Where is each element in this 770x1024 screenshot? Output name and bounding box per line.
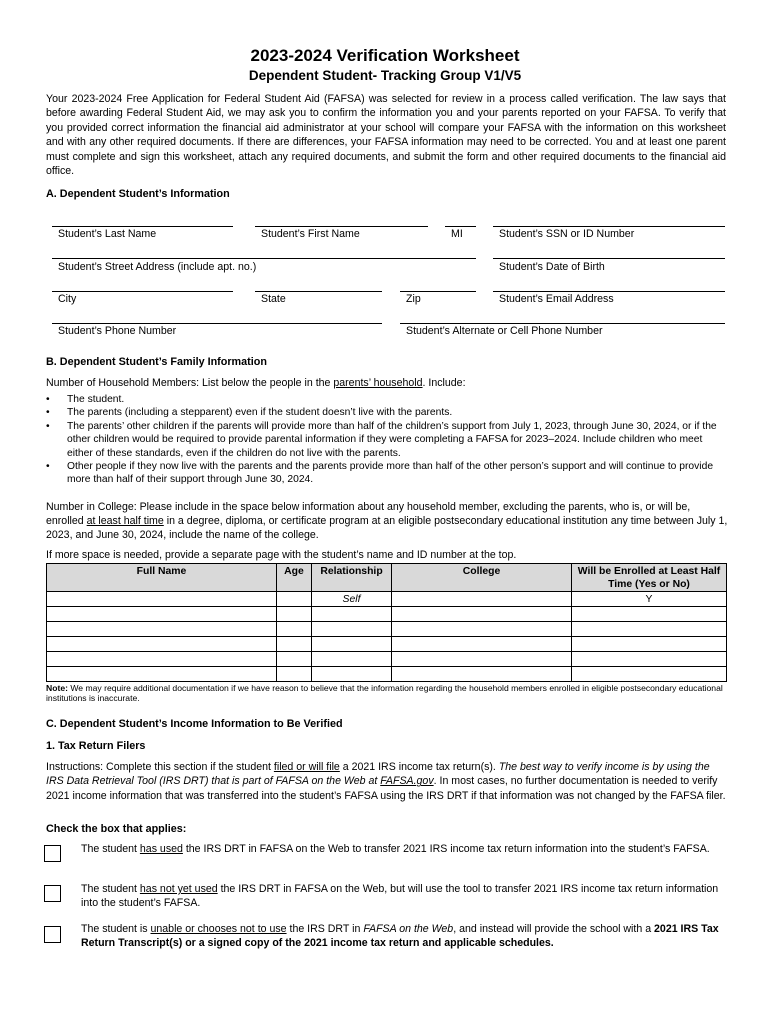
instr-italic: The best way to verify income is by using the IRS Data Retrieval Tool (IRS DRT) that is part of FAFSA on the Web at (46, 761, 710, 788)
phone-label: Student’s Phone Number (58, 325, 177, 337)
cell-college[interactable] (392, 592, 572, 607)
table-row (47, 667, 727, 682)
cell-age[interactable] (277, 607, 312, 622)
college-text-end: in a degree, diploma, or certificate program at an eligible postsecondary educational institution any time between July 1, 2023, and June 30, 2024, include the name of the college. (46, 514, 728, 541)
intro-paragraph: Your 2023-2024 Free Application for Federal Student Aid (FAFSA) was selected for review in a process called verification. The law says that before awarding Federal Student Aid, we may ask you to confirm the information you and your parents reported on your FAFSA. To verify that you provided correct information the financial aid administrator at your school will compare your FAFSA with the information on this worksheet and with any other required documents. If there are differences, your FAFSA information may need to be corrected. You and at least one parent must complete and sign this worksheet, attach any required documents, and submit the form and other required documents to the financial aid office. (46, 93, 726, 178)
fafsa-link[interactable]: FAFSA.gov (380, 775, 434, 788)
col-age: Age (277, 564, 312, 592)
dob-label: Student’s Date of Birth (499, 261, 605, 273)
instr-text-mid: a 2021 IRS income tax return(s). (339, 761, 499, 773)
college-underlined: at least half time (86, 514, 164, 527)
ssn-label: Student’s SSN or ID Number (499, 228, 635, 240)
household-intro-text: Number of Household Members: List below the people in the (46, 377, 334, 389)
cell-relationship[interactable] (312, 652, 392, 667)
table-row (47, 637, 727, 652)
cell-name[interactable] (47, 622, 277, 637)
first-name-line[interactable] (255, 226, 428, 227)
ssn-line[interactable] (493, 226, 725, 227)
cell-enrolled[interactable] (572, 667, 727, 682)
last-name-label: Student’s Last Name (58, 228, 157, 240)
last-name-line[interactable] (52, 226, 233, 227)
option-3-pre: The student is (81, 923, 151, 935)
cell-name[interactable] (47, 637, 277, 652)
col-college: College (392, 564, 572, 592)
option-3-bold: 2021 IRS Tax Return Transcript(s) or a signed copy of the 2021 income tax return and applicable schedules. (81, 923, 719, 950)
option-3-checkbox[interactable] (44, 926, 61, 943)
cell-relationship[interactable] (312, 607, 392, 622)
option-1-checkbox[interactable] (44, 845, 61, 862)
alt-phone-label: Student’s Alternate or Cell Phone Number (406, 325, 603, 337)
bullet-item: • Other people if they now live with the parents and the parents provide more than half of the other person’s support and will continue to provide more than half of their support through June 30, 2024. (46, 460, 728, 487)
cell-name[interactable] (47, 667, 277, 682)
option-3-mid2: , and instead will provide the school with a (453, 923, 655, 935)
cell-relationship[interactable] (312, 622, 392, 637)
cell-age[interactable] (277, 652, 312, 667)
option-1-text (81, 842, 727, 856)
table-row (47, 592, 727, 607)
option-2-post: the IRS DRT in FAFSA on the Web, but will use the tool to transfer 2021 IRS income tax return information into the student’s FAFSA. (81, 883, 719, 910)
section-a-heading: A. Dependent Student’s Information (46, 188, 230, 200)
option-2-underlined: has not yet used (139, 883, 218, 895)
state-label: State (261, 293, 286, 305)
col-full-name: Full Name (47, 564, 277, 592)
cell-college[interactable] (392, 622, 572, 637)
state-line[interactable] (255, 291, 382, 292)
first-name-label: Student’s First Name (261, 228, 360, 240)
zip-line[interactable] (400, 291, 476, 292)
page-title: 2023-2024 Verification Worksheet (250, 46, 520, 65)
household-intro-end: . Include: (422, 377, 466, 389)
option-2-checkbox[interactable] (44, 885, 61, 902)
household-intro (46, 377, 728, 391)
cell-name[interactable] (47, 607, 277, 622)
cell-enrolled[interactable] (572, 622, 727, 637)
city-line[interactable] (52, 291, 233, 292)
cell-age[interactable] (277, 592, 312, 607)
cell-relationship[interactable] (312, 637, 392, 652)
bullet-item: • The student. (46, 393, 728, 406)
cell-name[interactable] (47, 652, 277, 667)
note-label: Note: (46, 683, 68, 693)
street-line[interactable] (52, 258, 476, 259)
option-3-text (81, 922, 727, 951)
instr-text-end: . In most cases, no further documentation is needed to verify 2021 income information that was transferred into the student’s FAFSA using the IRS DRT if that information was not changed by the FAFSA filer. (46, 775, 726, 802)
cell-enrolled[interactable] (572, 652, 727, 667)
option-1-post: the IRS DRT in FAFSA on the Web to transfer 2021 IRS income tax return information into the student’s FAFSA. (182, 843, 710, 855)
street-label: Student’s Street Address (include apt. no.) (58, 261, 257, 273)
mi-line[interactable] (445, 226, 476, 227)
option-1-underlined: has used (139, 843, 183, 855)
check-heading: Check the box that applies: (46, 823, 187, 835)
table-note (46, 683, 728, 703)
option-3-underlined: unable or chooses not to use (150, 923, 287, 935)
col-relationship: Relationship (312, 564, 392, 592)
cell-age[interactable] (277, 622, 312, 637)
email-label: Student’s Email Address (499, 293, 614, 305)
option-3-italic: FAFSA on the Web (363, 923, 454, 935)
phone-line[interactable] (52, 323, 382, 324)
household-underlined: parents’ household (333, 377, 423, 389)
instructions-paragraph (46, 760, 728, 803)
col-enrolled: Will be Enrolled at Least Half Time (Yes or No) (572, 564, 727, 592)
zip-label: Zip (406, 293, 421, 305)
cell-college[interactable] (392, 652, 572, 667)
page-subtitle: Dependent Student- Tracking Group V1/V5 (248, 68, 522, 83)
cell-name[interactable] (47, 592, 277, 607)
option-3-mid: the IRS DRT in (286, 923, 364, 935)
cell-age[interactable] (277, 667, 312, 682)
cell-college[interactable] (392, 607, 572, 622)
more-space-note: If more space is needed, provide a separate page with the student’s name and ID number at the top. (46, 549, 517, 561)
table-row (47, 622, 727, 637)
bullet-item: • The parents’ other children if the parents will provide more than half of the children’s support from July 1, 2023, through June 30, 2024, or if the other children would be required to provide parental information if they were completing a FAFSA for 2023–2024. Include children who meet either of these standards, even if the children do not live with the parents. (46, 420, 728, 460)
option-2-pre: The student (81, 883, 140, 895)
college-paragraph (46, 501, 728, 542)
college-text: Number in College: Please include in the space below information about any household member, excluding the parents, who is, or will be, enrolled (46, 501, 691, 527)
section-b-heading: B. Dependent Student’s Family Information (46, 356, 267, 368)
dob-line[interactable] (493, 258, 725, 259)
cell-relationship[interactable] (312, 667, 392, 682)
instr-text: Instructions: Complete this section if the student (46, 761, 274, 773)
cell-relationship[interactable]: Self (312, 592, 392, 607)
tax-filers-heading: 1. Tax Return Filers (46, 740, 146, 752)
household-bullet-list (46, 393, 728, 487)
option-1-pre: The student (81, 843, 140, 855)
instr-underlined: filed or will file (273, 761, 340, 773)
cell-college[interactable] (392, 637, 572, 652)
table-header-row (47, 564, 727, 592)
bullet-item: • The parents (including a stepparent) even if the student doesn’t live with the parents. (46, 406, 728, 419)
table-row (47, 652, 727, 667)
alt-phone-line[interactable] (400, 323, 725, 324)
email-line[interactable] (493, 291, 725, 292)
section-c-heading: C. Dependent Student’s Income Information to Be Verified (46, 718, 343, 730)
cell-age[interactable] (277, 637, 312, 652)
note-text: We may require additional documentation if we have reason to believe that the information regarding the household members enrolled in eligible postsecondary educational institutions is inaccurate. (46, 683, 723, 703)
cell-enrolled[interactable]: Y (572, 592, 727, 607)
table-row (47, 607, 727, 622)
cell-college[interactable] (392, 667, 572, 682)
city-label: City (58, 293, 77, 305)
option-2-text (81, 882, 727, 911)
cell-enrolled[interactable] (572, 637, 727, 652)
mi-label: MI (451, 228, 463, 240)
household-table (46, 563, 727, 682)
cell-enrolled[interactable] (572, 607, 727, 622)
